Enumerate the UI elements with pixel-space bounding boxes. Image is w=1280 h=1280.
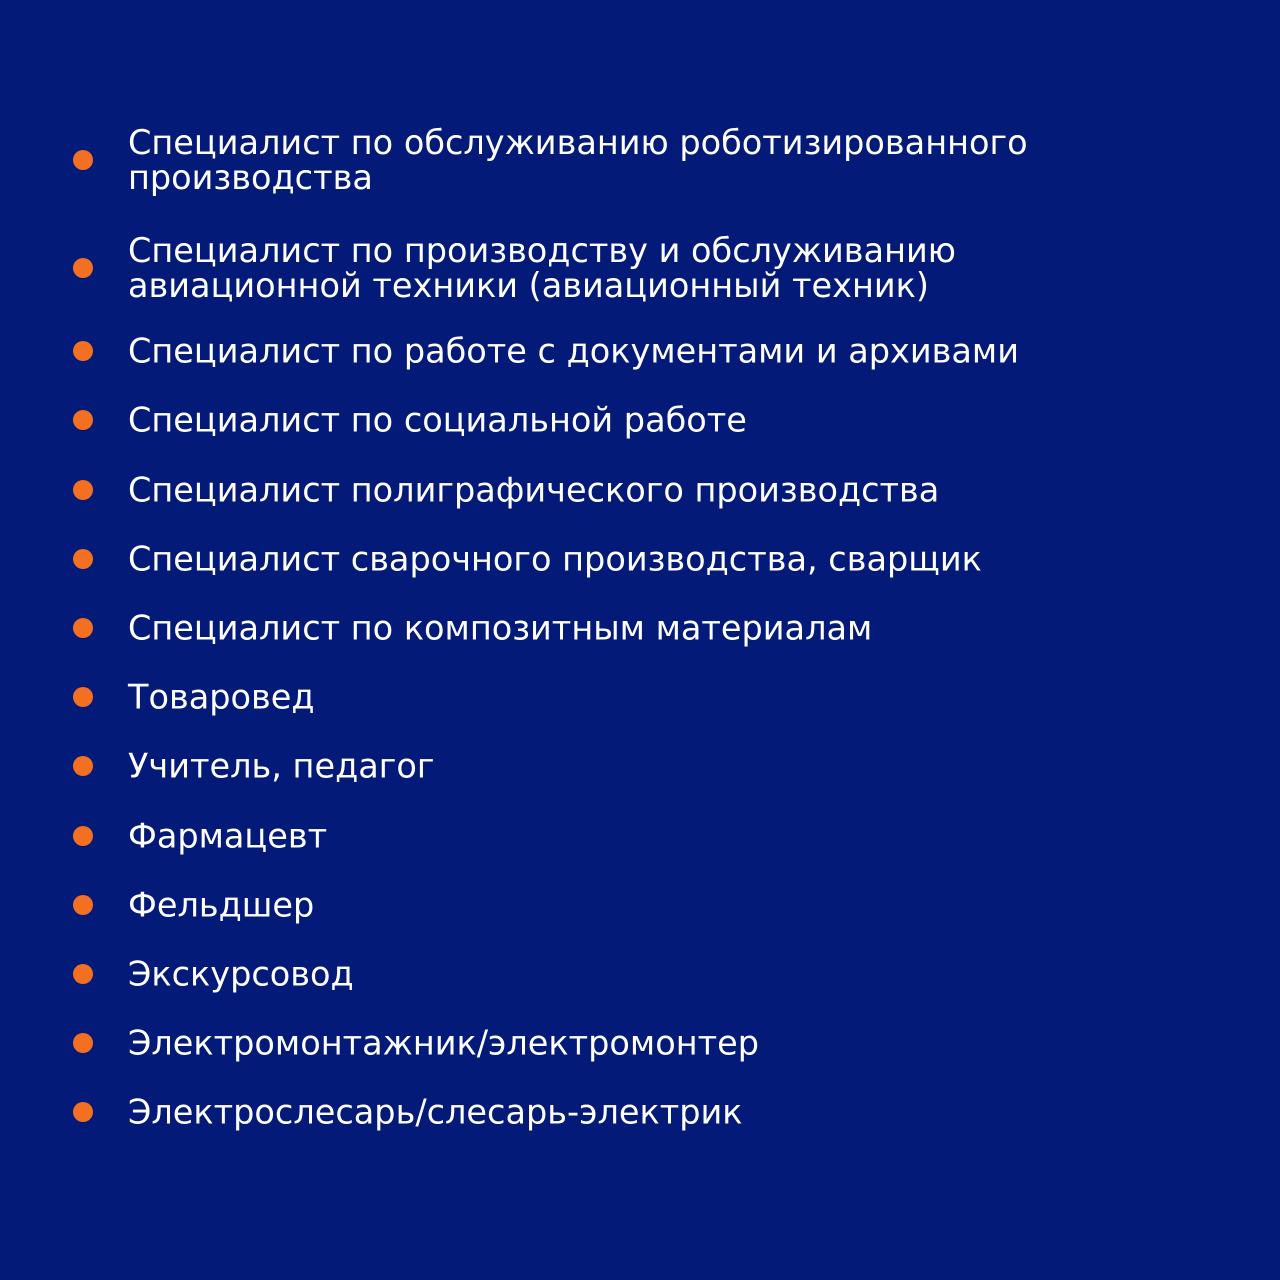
list-item <box>0 228 1280 308</box>
bullet-dot-icon <box>73 258 93 278</box>
list-item <box>0 460 1280 520</box>
list-item-text <box>128 233 1168 303</box>
list-item-text <box>128 1092 1168 1132</box>
bullet-dot-icon <box>73 480 93 500</box>
list-item-text <box>128 954 1168 994</box>
list-item-line: производства <box>128 158 373 197</box>
list-item <box>0 667 1280 727</box>
list-item <box>0 736 1280 796</box>
list-item-line: Учитель, педагог <box>128 746 435 786</box>
list-item-line: Специалист по социальной работе <box>128 400 747 440</box>
bullet-dot-icon <box>73 964 93 984</box>
list-item-text <box>128 539 1168 579</box>
bullet-dot-icon <box>73 618 93 638</box>
list-item-text <box>128 885 1168 925</box>
bullet-dot-icon <box>73 687 93 707</box>
bullet-dot-icon <box>73 756 93 776</box>
list-item-line: Специалист по обслуживанию роботизированного <box>128 123 1028 162</box>
list-item <box>0 1082 1280 1142</box>
list-item <box>0 1013 1280 1073</box>
list-item-line: Фармацевт <box>128 816 328 856</box>
list-item-line: Электрослесарь/слесарь-электрик <box>128 1092 743 1132</box>
bullet-dot-icon <box>73 341 93 361</box>
list-item-line: Специалист полиграфического производства <box>128 470 940 510</box>
bullet-dot-icon <box>73 1102 93 1122</box>
list-item <box>0 806 1280 866</box>
bullet-dot-icon <box>73 150 93 170</box>
list-item <box>0 321 1280 381</box>
list-item-text <box>128 677 1168 717</box>
bullet-dot-icon <box>73 826 93 846</box>
list-item-line: Специалист по производству и обслуживанию <box>128 231 956 270</box>
list-item-text <box>128 331 1168 371</box>
list-item-text <box>128 400 1168 440</box>
list-item <box>0 875 1280 935</box>
bullet-dot-icon <box>73 410 93 430</box>
list-item-text <box>128 125 1168 195</box>
list-item-text <box>128 816 1168 856</box>
list-item-text <box>128 1023 1168 1063</box>
bullet-dot-icon <box>73 895 93 915</box>
bullet-dot-icon <box>73 1033 93 1053</box>
list-item-text <box>128 470 1168 510</box>
list-item-text <box>128 608 1168 648</box>
list-item <box>0 598 1280 658</box>
list-item-text <box>128 746 1168 786</box>
list-item-line: Электромонтажник/электромонтер <box>128 1023 759 1063</box>
list-item-line: Специалист сварочного производства, сварщик <box>128 539 982 579</box>
bullet-dot-icon <box>73 549 93 569</box>
list-item-line: Товаровед <box>128 677 315 717</box>
list-item <box>0 120 1280 200</box>
list-item <box>0 944 1280 1004</box>
list-item-line: Специалист по работе с документами и архивами <box>128 331 1019 371</box>
list-item-line: Фельдшер <box>128 885 315 925</box>
list-item-line: Экскурсовод <box>128 954 354 994</box>
list-item <box>0 390 1280 450</box>
list-item <box>0 529 1280 589</box>
list-item-line: Специалист по композитным материалам <box>128 608 873 648</box>
list-item-line: авиационной техники (авиационный техник) <box>128 266 929 305</box>
